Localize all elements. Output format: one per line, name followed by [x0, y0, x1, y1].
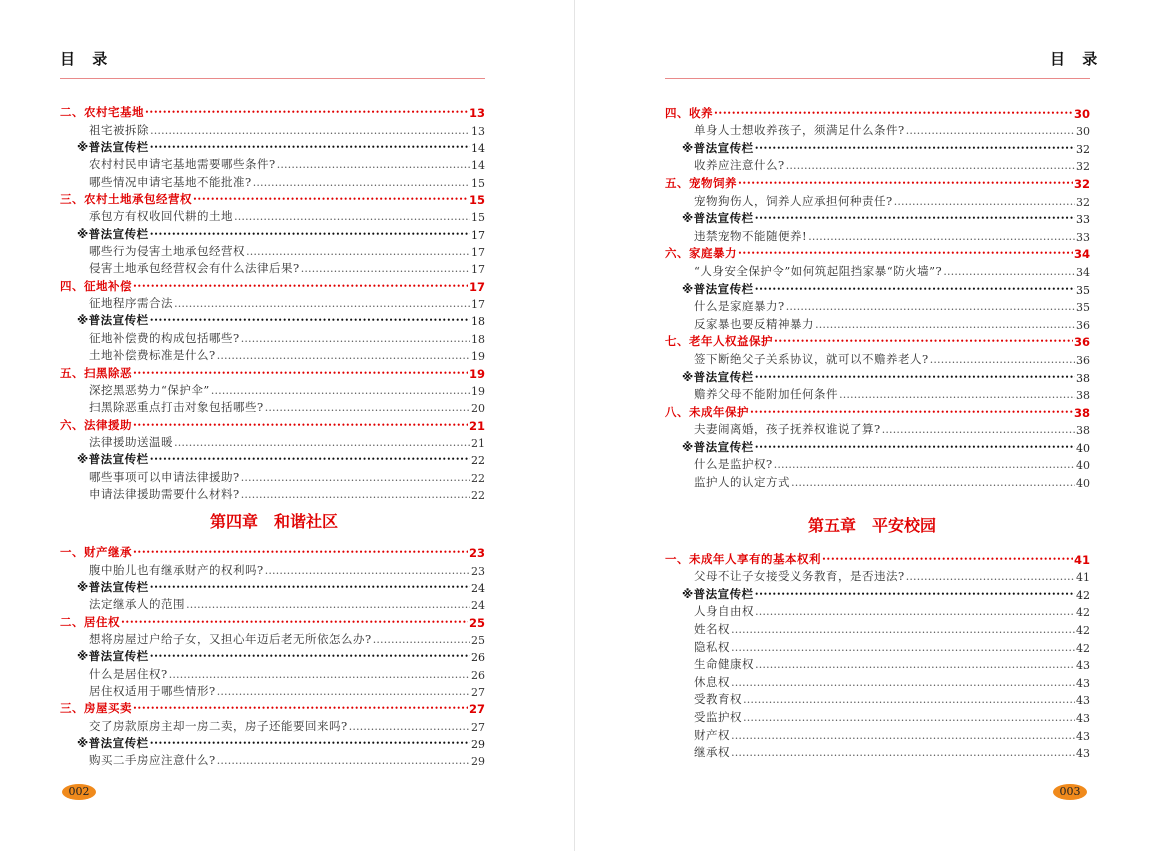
- toc-item-row[interactable]: [665, 619, 1090, 637]
- dot-leader: [930, 353, 1075, 367]
- page-header-title: 目 录: [1050, 50, 1104, 68]
- toc-entry-label: 收养应注意什么?: [694, 158, 785, 173]
- dot-leader: [755, 605, 1075, 619]
- toc-page-number: 23: [468, 546, 485, 561]
- dot-leader: [738, 245, 1073, 261]
- dot-leader: [241, 488, 470, 502]
- toc-item-row[interactable]: [60, 560, 485, 577]
- toc-entry-label: 五、扫黑除恶: [60, 365, 132, 380]
- toc-entry-label: 祖宅被拆除: [89, 122, 149, 137]
- toc-page-number: 36: [1076, 318, 1090, 332]
- toc-list: [665, 549, 1090, 760]
- dot-leader: [211, 384, 470, 398]
- toc-page-number: 22: [471, 471, 485, 485]
- page-header-title: 目 录: [60, 50, 114, 68]
- dot-leader: [743, 693, 1075, 707]
- dot-leader: [791, 476, 1075, 490]
- toc-page-number: 41: [1076, 571, 1090, 585]
- toc-promo-row[interactable]: [60, 647, 485, 664]
- dot-leader: [150, 579, 470, 595]
- toc-page-number: 18: [471, 315, 485, 329]
- toc-entry-label: ※普法宣传栏: [77, 580, 149, 595]
- toc-promo-row[interactable]: [665, 437, 1090, 455]
- toc-page-number: 38: [1076, 424, 1090, 438]
- toc-entry-label: 监护人的认定方式: [694, 475, 790, 490]
- toc-item-row[interactable]: [60, 630, 485, 647]
- toc-page-number: 26: [471, 651, 485, 665]
- toc-entry-label: 什么是家庭暴力?: [694, 299, 785, 314]
- page-number-badge: 002: [62, 784, 96, 800]
- toc-page-number: 21: [468, 418, 485, 433]
- toc-promo-row[interactable]: [665, 367, 1090, 385]
- dot-leader: [786, 300, 1075, 314]
- dot-leader: [121, 614, 468, 630]
- toc-promo-row[interactable]: [665, 209, 1090, 227]
- toc-page-number: 27: [471, 720, 485, 734]
- toc-page-number: 43: [1076, 711, 1090, 725]
- toc-item-row[interactable]: [665, 314, 1090, 332]
- toc-entry-label: 法定继承人的范围: [89, 597, 185, 612]
- chapter-title: 第五章 平安校园: [808, 516, 937, 535]
- toc-entry-label: 什么是监护权?: [694, 457, 773, 472]
- dot-leader: [808, 230, 1075, 244]
- toc-page-number: 27: [471, 686, 485, 700]
- dot-leader: [822, 551, 1073, 567]
- toc-page-number: 29: [471, 738, 485, 752]
- toc-entry-label: 六、家庭暴力: [665, 246, 737, 261]
- toc-entry-label: 反家暴也要反精神暴力: [694, 316, 814, 331]
- toc-page-number: 26: [471, 668, 485, 682]
- toc-entry-label: 五、宠物饲养: [665, 175, 737, 190]
- toc-page-number: 33: [1076, 230, 1090, 244]
- toc-page-number: 19: [471, 384, 485, 398]
- dot-leader: [373, 633, 470, 647]
- toc-item-row[interactable]: [665, 455, 1090, 473]
- toc-list: [60, 543, 485, 768]
- dot-leader: [894, 195, 1075, 209]
- toc-entry-label: 继承权: [694, 745, 730, 760]
- dot-leader: [786, 159, 1075, 173]
- toc-page-number: 27: [468, 702, 485, 717]
- toc-entry-label: ※普法宣传栏: [77, 226, 149, 241]
- toc-page-number: 32: [1076, 195, 1090, 209]
- toc-entry-label: 赡养父母不能附加任何条件: [694, 387, 838, 402]
- toc-item-row[interactable]: [665, 191, 1090, 209]
- toc-section-row[interactable]: [60, 363, 485, 380]
- toc-item-row[interactable]: [60, 259, 485, 276]
- toc-section-row[interactable]: [60, 699, 485, 716]
- toc-entry-label: 八、未成年保护: [665, 404, 749, 419]
- toc-item-row[interactable]: [60, 294, 485, 311]
- dot-leader: [750, 404, 1073, 420]
- toc-item-row[interactable]: [665, 655, 1090, 673]
- dot-leader: [277, 158, 470, 172]
- dot-leader: [145, 104, 468, 120]
- dot-leader: [186, 598, 470, 612]
- toc-section-row[interactable]: [665, 103, 1090, 121]
- toc-page-number: 42: [1076, 606, 1090, 620]
- toc-item-row[interactable]: [60, 398, 485, 415]
- toc-item-row[interactable]: [60, 328, 485, 345]
- toc-entry-label: 姓名权: [694, 621, 730, 636]
- dot-leader: [731, 676, 1075, 690]
- toc-item-row[interactable]: [665, 690, 1090, 708]
- toc-entry-label: ※普法宣传栏: [77, 140, 149, 155]
- dot-leader: [150, 648, 470, 664]
- toc-entry-label: ※普法宣传栏: [77, 452, 149, 467]
- toc-promo-row[interactable]: [60, 450, 485, 467]
- toc-entry-label: 宠物狗伤人，饲养人应承担何种责任?: [694, 193, 893, 208]
- toc-entry-label: 哪些行为侵害土地承包经营权: [89, 244, 245, 259]
- toc-entry-label: 一、财产继承: [60, 545, 132, 560]
- toc-page-number: 35: [1076, 301, 1090, 315]
- toc-item-row[interactable]: [665, 385, 1090, 403]
- toc-page-number: 15: [471, 176, 485, 190]
- dot-leader: [906, 124, 1075, 138]
- toc-entry-label: 受教育权: [694, 692, 742, 707]
- toc-entry-label: 七、老年人权益保护: [665, 334, 773, 349]
- toc-section-row[interactable]: [665, 173, 1090, 191]
- toc-entry-label: 休息权: [694, 674, 730, 689]
- toc-page-number: 38: [1076, 389, 1090, 403]
- toc-page-number: 17: [468, 279, 485, 294]
- toc-page-number: 35: [1076, 283, 1090, 297]
- toc-item-row[interactable]: [665, 637, 1090, 655]
- toc-entry-label: 三、房屋买卖: [60, 701, 132, 716]
- toc-page-number: 40: [1076, 459, 1090, 473]
- header-rule: [60, 78, 485, 79]
- toc-entry-label: 哪些情况申请宅基地不能批准?: [89, 174, 252, 189]
- toc-section-row[interactable]: [60, 276, 485, 293]
- dot-leader: [265, 401, 470, 415]
- toc-page-number: 23: [471, 564, 485, 578]
- dot-leader: [150, 451, 470, 467]
- toc-entry-label: 六、法律援助: [60, 417, 132, 432]
- toc-page-number: 13: [468, 106, 485, 121]
- toc-item-row[interactable]: [60, 346, 485, 363]
- toc-item-row[interactable]: [60, 682, 485, 699]
- dot-leader: [755, 210, 1075, 226]
- dot-leader: [150, 735, 470, 751]
- toc-page-number: 34: [1073, 247, 1090, 262]
- dot-leader: [731, 641, 1075, 655]
- toc-page-number: 14: [471, 142, 485, 156]
- toc-promo-row[interactable]: [60, 578, 485, 595]
- toc-entry-label: 生命健康权: [694, 657, 754, 672]
- dot-leader: [150, 124, 470, 138]
- dot-leader: [906, 570, 1075, 584]
- toc-page-number: 43: [1076, 729, 1090, 743]
- dot-leader: [774, 333, 1073, 349]
- toc-item-row[interactable]: [665, 672, 1090, 690]
- toc-item-row[interactable]: [665, 743, 1090, 761]
- toc-item-row[interactable]: [60, 120, 485, 137]
- dot-leader: [755, 658, 1075, 672]
- toc-entry-label: 哪些事项可以申请法律援助?: [89, 469, 240, 484]
- toc-entry-label: 违禁宠物不能随便养!: [694, 228, 808, 243]
- toc-section-row[interactable]: [665, 332, 1090, 350]
- page-number-badge: 003: [1053, 784, 1087, 800]
- toc-section-row[interactable]: [665, 402, 1090, 420]
- toc-entry-label: 隐私权: [694, 639, 730, 654]
- toc-page-number: 17: [471, 263, 485, 277]
- toc-page-number: 40: [1076, 441, 1090, 455]
- toc-entry-label: 人身自由权: [694, 604, 754, 619]
- dot-leader: [743, 711, 1075, 725]
- toc-page-number: 17: [471, 228, 485, 242]
- toc-entry-label: ※普法宣传栏: [682, 369, 754, 384]
- dot-leader: [217, 685, 470, 699]
- toc-entry-label: 父母不让子女接受义务教育，是否违法?: [694, 569, 905, 584]
- toc-entry-label: 三、农村土地承包经营权: [60, 192, 192, 207]
- toc-page-number: 13: [471, 124, 485, 138]
- toc-entry-label: 申请法律援助需要什么材料?: [89, 486, 240, 501]
- toc-entry-label: 二、居住权: [60, 614, 120, 629]
- toc-page-number: 14: [471, 159, 485, 173]
- toc-entry-label: 深挖黑恶势力“保护伞”: [89, 382, 210, 397]
- toc-entry-label: 土地补偿费标准是什么?: [89, 348, 216, 363]
- toc-item-row[interactable]: [665, 121, 1090, 139]
- toc-entry-label: ※普法宣传栏: [682, 439, 754, 454]
- toc-page-number: 41: [1073, 552, 1090, 567]
- toc-section-row[interactable]: [60, 190, 485, 207]
- toc-page-number: 36: [1076, 353, 1090, 367]
- toc-list: [665, 103, 1090, 490]
- toc-page-number: 20: [471, 402, 485, 416]
- toc-page-number: 40: [1076, 477, 1090, 491]
- dot-leader: [815, 318, 1075, 332]
- toc-page-number: 42: [1076, 588, 1090, 602]
- toc-entry-label: 夫妻闹离婚，孩子抚养权谁说了算?: [694, 422, 881, 437]
- dot-leader: [133, 417, 468, 433]
- toc-entry-label: ※普法宣传栏: [682, 586, 754, 601]
- toc-entry-label: 什么是居住权?: [89, 666, 168, 681]
- dot-leader: [241, 332, 470, 346]
- toc-page-number: 15: [468, 193, 485, 208]
- dot-leader: [774, 458, 1075, 472]
- toc-item-row[interactable]: [665, 602, 1090, 620]
- dot-leader: [738, 175, 1073, 191]
- toc-page-number: 38: [1073, 405, 1090, 420]
- dot-leader: [193, 191, 468, 207]
- toc-page-number: 22: [471, 488, 485, 502]
- toc-item-row[interactable]: [60, 172, 485, 189]
- toc-entry-label: 居住权适用于哪些情形?: [89, 684, 216, 699]
- dot-leader: [217, 754, 470, 768]
- toc-entry-label: 签下断绝父子关系协议，就可以不赡养老人?: [694, 351, 929, 366]
- toc-item-row[interactable]: [60, 242, 485, 259]
- dot-leader: [714, 105, 1073, 121]
- toc-entry-label: 交了房款原房主却一房二卖，房子还能要回来吗?: [89, 718, 348, 733]
- dot-leader: [265, 564, 470, 578]
- toc-item-row[interactable]: [665, 567, 1090, 585]
- dot-leader: [943, 265, 1075, 279]
- toc-entry-label: ※普法宣传栏: [682, 140, 754, 155]
- dot-leader: [133, 544, 468, 560]
- toc-entry-label: ※普法宣传栏: [77, 313, 149, 328]
- dot-leader: [755, 281, 1075, 297]
- toc-entry-label: 四、收养: [665, 105, 713, 120]
- toc-promo-row[interactable]: [60, 734, 485, 751]
- toc-item-row[interactable]: [60, 716, 485, 733]
- toc-entry-label: 腹中胎儿也有继承财产的权利吗?: [89, 562, 264, 577]
- toc-list: [60, 103, 485, 502]
- toc-section-row[interactable]: [60, 612, 485, 629]
- toc-promo-row[interactable]: [665, 584, 1090, 602]
- dot-leader: [150, 312, 470, 328]
- dot-leader: [731, 746, 1075, 760]
- toc-item-row[interactable]: [60, 664, 485, 681]
- toc-page-number: 19: [468, 366, 485, 381]
- dot-leader: [755, 369, 1075, 385]
- dot-leader: [133, 278, 468, 294]
- dot-leader: [731, 729, 1075, 743]
- toc-page-number: 19: [471, 350, 485, 364]
- dot-leader: [174, 297, 470, 311]
- toc-page-number: 32: [1073, 176, 1090, 191]
- toc-entry-label: 四、征地补偿: [60, 278, 132, 293]
- toc-page-number: 24: [471, 582, 485, 596]
- toc-promo-row[interactable]: [665, 138, 1090, 156]
- toc-page-number: 25: [468, 615, 485, 630]
- toc-entry-label: ※普法宣传栏: [682, 281, 754, 296]
- toc-page-number: 32: [1076, 142, 1090, 156]
- toc-page-number: 43: [1076, 676, 1090, 690]
- toc-item-row[interactable]: [60, 751, 485, 768]
- toc-item-row[interactable]: [665, 156, 1090, 174]
- toc-section-row[interactable]: [60, 415, 485, 432]
- toc-entry-label: 法律援助送温暖: [89, 434, 173, 449]
- toc-entry-label: 征地程序需合法: [89, 296, 173, 311]
- toc-page-number: 29: [471, 755, 485, 769]
- toc-page-number: 43: [1076, 659, 1090, 673]
- toc-page-number: 43: [1076, 694, 1090, 708]
- toc-page-number: 21: [471, 436, 485, 450]
- toc-page-number: 43: [1076, 747, 1090, 761]
- toc-page-number: 36: [1073, 335, 1090, 350]
- toc-item-row[interactable]: [60, 467, 485, 484]
- dot-leader: [755, 586, 1075, 602]
- dot-leader: [839, 388, 1075, 402]
- toc-item-row[interactable]: [665, 261, 1090, 279]
- toc-item-row[interactable]: [60, 433, 485, 450]
- toc-entry-label: 农村村民申请宅基地需要哪些条件?: [89, 157, 276, 172]
- dot-leader: [349, 720, 470, 734]
- toc-item-row[interactable]: [60, 155, 485, 172]
- toc-section-row[interactable]: [665, 549, 1090, 567]
- toc-entry-label: 扫黑除恶重点打击对象包括哪些?: [89, 400, 264, 415]
- toc-page-number: 38: [1076, 371, 1090, 385]
- toc-item-row[interactable]: [60, 381, 485, 398]
- toc-entry-label: 一、未成年人享有的基本权利: [665, 551, 821, 566]
- dot-leader: [174, 436, 470, 450]
- toc-page-number: 17: [471, 246, 485, 260]
- toc-entry-label: ※普法宣传栏: [682, 211, 754, 226]
- dot-leader: [755, 140, 1075, 156]
- toc-item-row[interactable]: [60, 207, 485, 224]
- toc-entry-label: 侵害土地承包经营权会有什么法律后果?: [89, 261, 300, 276]
- toc-page-number: 24: [471, 599, 485, 613]
- dot-leader: [755, 439, 1075, 455]
- dot-leader: [150, 226, 470, 242]
- toc-item-row[interactable]: [60, 595, 485, 612]
- header-rule: [665, 78, 1090, 79]
- toc-item-row[interactable]: [665, 725, 1090, 743]
- toc-entry-label: 财产权: [694, 727, 730, 742]
- toc-entry-label: ※普法宣传栏: [77, 736, 149, 751]
- toc-promo-row[interactable]: [665, 279, 1090, 297]
- toc-page-number: 42: [1076, 623, 1090, 637]
- dot-leader: [246, 245, 470, 259]
- dot-leader: [241, 471, 470, 485]
- toc-entry-label: “人身安全保护令”如何筑起阻挡家暴“防火墙”?: [694, 263, 943, 278]
- dot-leader: [133, 365, 468, 381]
- toc-section-row[interactable]: [665, 244, 1090, 262]
- toc-entry-label: 二、农村宅基地: [60, 105, 144, 120]
- right-page: [575, 0, 1150, 851]
- toc-entry-label: 购买二手房应注意什么?: [89, 753, 216, 768]
- toc-page-number: 30: [1076, 125, 1090, 139]
- toc-page-number: 22: [471, 454, 485, 468]
- toc-entry-label: 想将房屋过户给子女，又担心年迈后老无所依怎么办?: [89, 632, 372, 647]
- toc-page-number: 30: [1073, 106, 1090, 121]
- toc-promo-row[interactable]: [60, 138, 485, 155]
- toc-item-row[interactable]: [665, 707, 1090, 725]
- toc-page-number: 34: [1076, 265, 1090, 279]
- toc-section-row[interactable]: [60, 103, 485, 120]
- toc-item-row[interactable]: [665, 472, 1090, 490]
- toc-entry-label: 征地补偿费的构成包括哪些?: [89, 330, 240, 345]
- dot-leader: [234, 210, 470, 224]
- dot-leader: [150, 139, 470, 155]
- toc-item-row[interactable]: [60, 485, 485, 502]
- toc-item-row[interactable]: [665, 349, 1090, 367]
- dot-leader: [301, 262, 470, 276]
- toc-page-number: 18: [471, 332, 485, 346]
- dot-leader: [731, 623, 1075, 637]
- toc-page-number: 17: [471, 298, 485, 312]
- dot-leader: [217, 349, 470, 363]
- toc-promo-row[interactable]: [60, 224, 485, 241]
- dot-leader: [133, 700, 468, 716]
- toc-entry-label: 单身人士想收养孩子，须满足什么条件?: [694, 123, 905, 138]
- dot-leader: [169, 668, 470, 682]
- toc-entry-label: ※普法宣传栏: [77, 649, 149, 664]
- toc-page-number: 42: [1076, 641, 1090, 655]
- dot-leader: [882, 423, 1075, 437]
- toc-page-number: 32: [1076, 160, 1090, 174]
- toc-entry-label: 受监护权: [694, 709, 742, 724]
- toc-promo-row[interactable]: [60, 311, 485, 328]
- chapter-title: 第四章 和谐社区: [210, 512, 339, 531]
- toc-item-row[interactable]: [665, 297, 1090, 315]
- toc-section-row[interactable]: [60, 543, 485, 560]
- toc-entry-label: 承包方有权收回代耕的土地: [89, 209, 233, 224]
- toc-item-row[interactable]: [665, 226, 1090, 244]
- toc-page-number: 25: [471, 634, 485, 648]
- dot-leader: [253, 176, 470, 190]
- toc-item-row[interactable]: [665, 420, 1090, 438]
- toc-page-number: 33: [1076, 213, 1090, 227]
- toc-page-number: 15: [471, 211, 485, 225]
